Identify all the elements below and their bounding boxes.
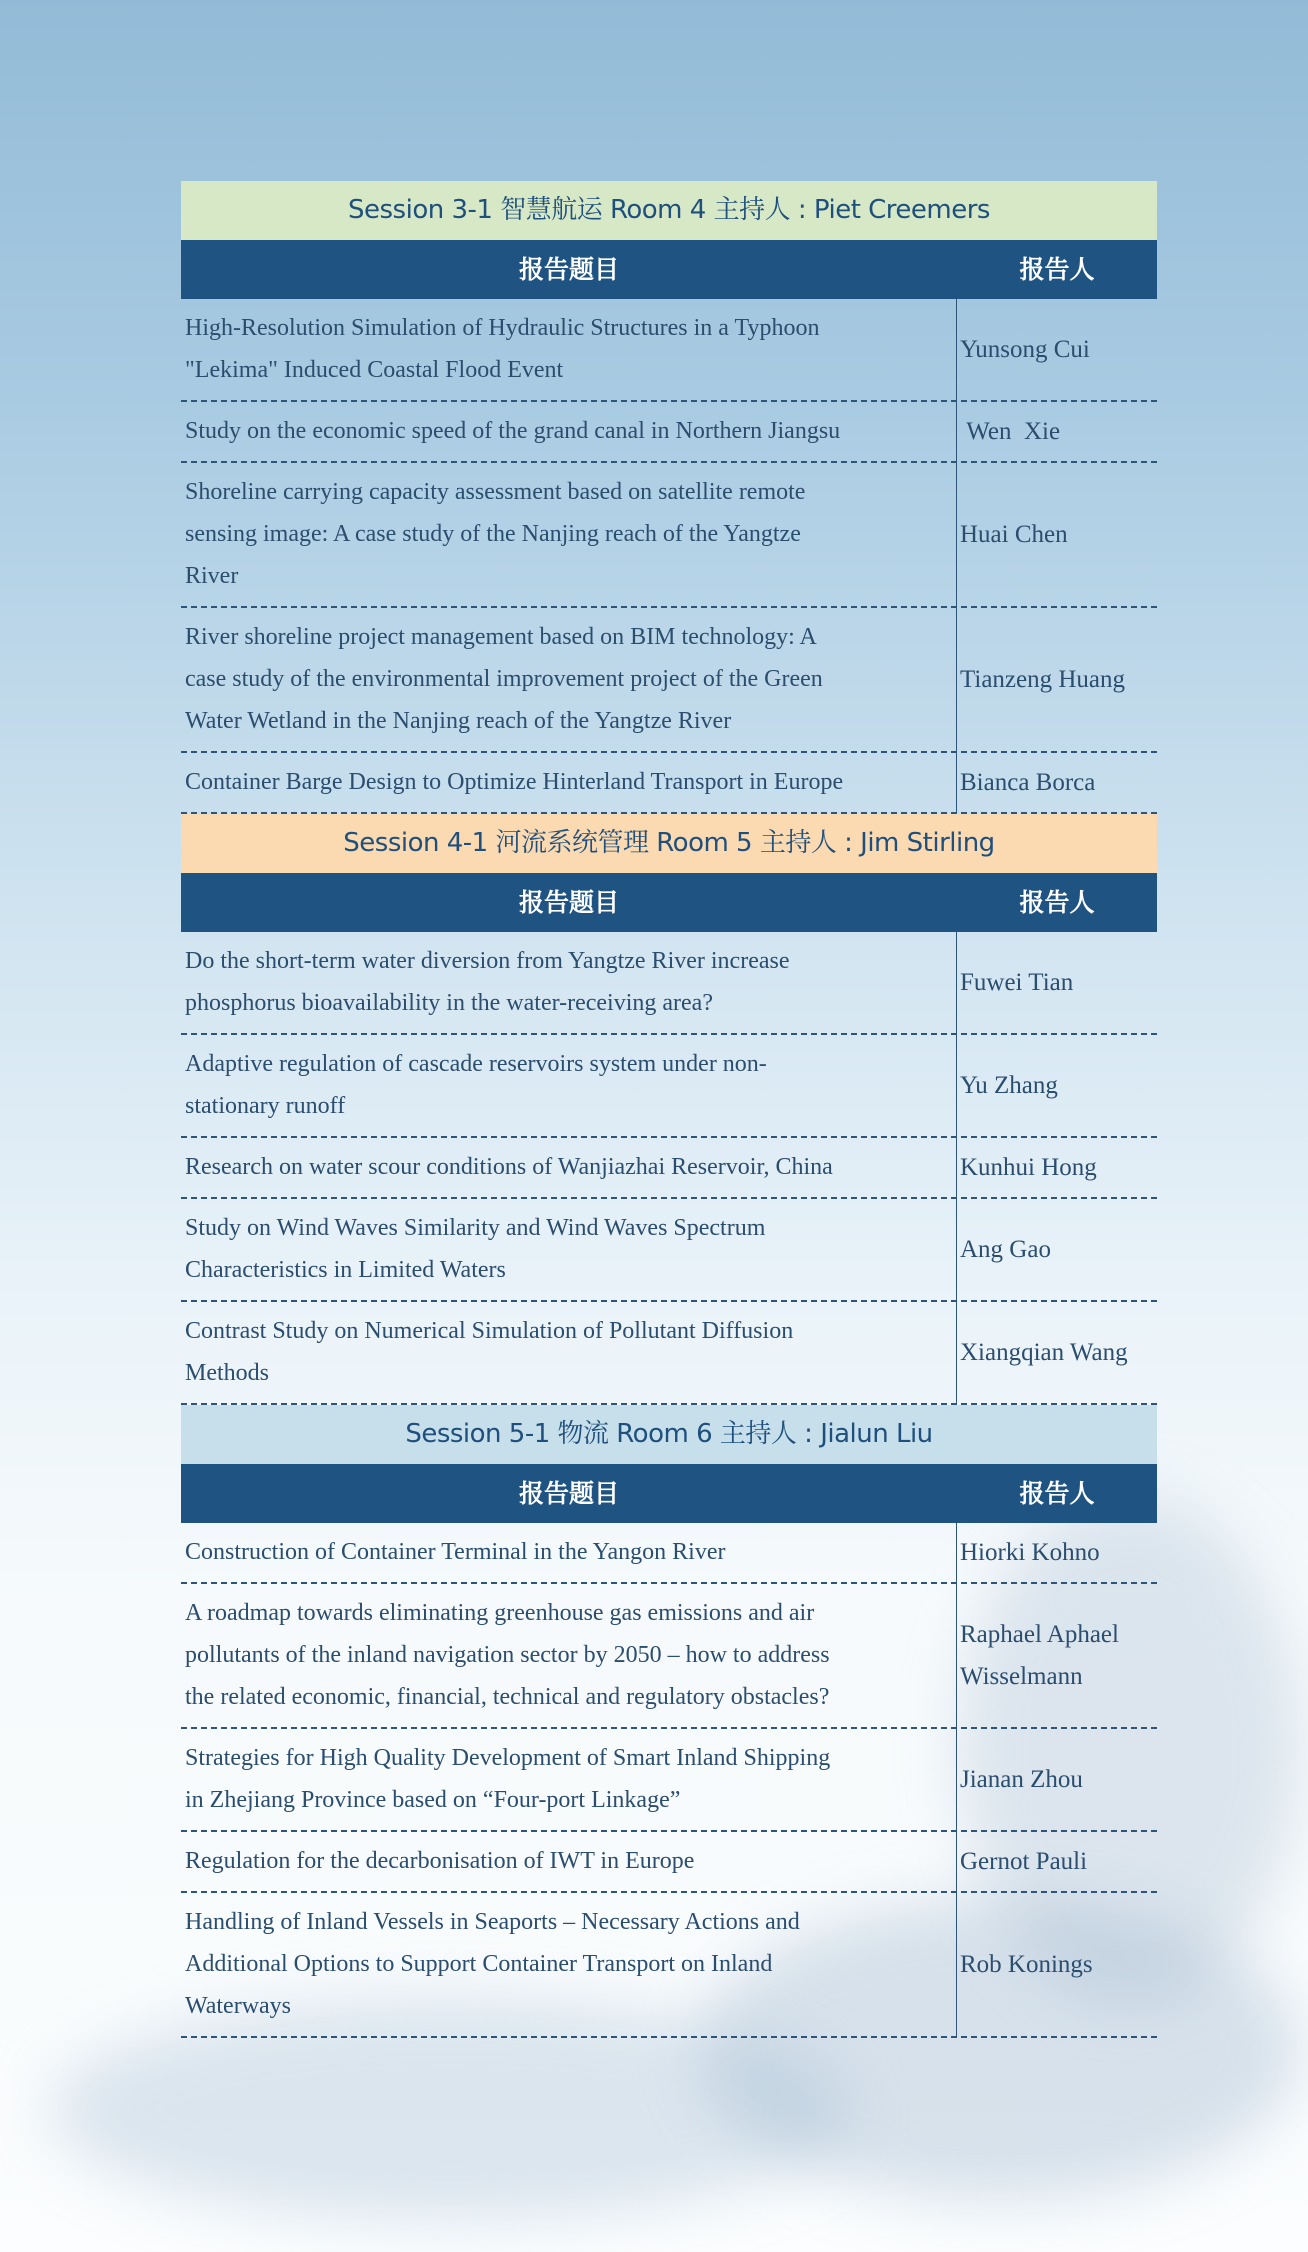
talk-title	[181, 1729, 957, 1830]
talk-title	[181, 1138, 957, 1197]
speaker-name-line: Wen Xie	[960, 417, 1061, 445]
speaker-name-line: Wisselmann	[960, 1662, 1083, 1690]
column-topic: 报告题目	[518, 1479, 619, 1508]
column-header	[181, 240, 1157, 299]
column-header	[181, 1464, 1157, 1523]
talk-title-line: Do the short-term water diversion from Yangtze River increase	[185, 948, 790, 974]
speaker	[957, 1584, 1157, 1727]
speaker-name-line: Rob Konings	[960, 1950, 1093, 1978]
speaker-name-line: Hiorki Kohno	[960, 1538, 1100, 1566]
column-speaker: 报告人	[1019, 888, 1095, 917]
speaker	[957, 299, 1157, 400]
table-row	[181, 1832, 1157, 1893]
speaker-name-line: Xiangqian Wang	[960, 1338, 1128, 1366]
talk-title-line: "Lekima" Induced Coastal Flood Event	[185, 357, 564, 383]
speaker-name-line: Ang Gao	[960, 1235, 1051, 1263]
speaker	[957, 1893, 1157, 2036]
speaker	[957, 753, 1157, 812]
program-tables	[181, 181, 1157, 2038]
talk-title	[181, 1523, 957, 1582]
session-table	[181, 1405, 1157, 2038]
talk-title-line: Strategies for High Quality Development of Smart Inland Shipping	[185, 1745, 831, 1771]
talk-title	[181, 1199, 957, 1300]
column-header	[181, 873, 1157, 932]
table-row	[181, 1035, 1157, 1138]
speaker-name-line: Kunhui Hong	[960, 1153, 1097, 1181]
speaker-name-line: Gernot Pauli	[960, 1847, 1088, 1875]
talk-title-line: in Zhejiang Province based on “Four-port Linkage”	[185, 1787, 681, 1813]
talk-title-line: Shoreline carrying capacity assessment based on satellite remote	[185, 479, 806, 505]
column-speaker: 报告人	[1019, 255, 1095, 284]
talk-title-line: A roadmap towards eliminating greenhouse gas emissions and air	[185, 1600, 815, 1626]
table-row	[181, 463, 1157, 608]
talk-title	[181, 402, 957, 461]
speaker-name-line: Bianca Borca	[960, 768, 1096, 796]
talk-title	[181, 1832, 957, 1891]
table-row	[181, 1302, 1157, 1405]
session-title: Session 3-1 智慧航运 Room 4 主持人 : Piet Creemers	[181, 181, 1157, 240]
talk-title-line: phosphorus bioavailability in the water-receiving area?	[185, 990, 713, 1016]
talk-title-line: the related economic, financial, technical and regulatory obstacles?	[185, 1684, 830, 1710]
speaker-name-line: Tianzeng Huang	[960, 665, 1126, 693]
talk-title-line: Contrast Study on Numerical Simulation of Pollutant Diffusion	[185, 1318, 794, 1344]
talk-title-line: Characteristics in Limited Waters	[185, 1257, 506, 1283]
table-row	[181, 1199, 1157, 1302]
talk-title-line: stationary runoff	[185, 1093, 346, 1119]
speaker	[957, 1523, 1157, 1582]
table-row	[181, 299, 1157, 402]
speaker-name-line: Jianan Zhou	[960, 1765, 1083, 1793]
talk-title-line: Construction of Container Terminal in the Yangon River	[185, 1539, 726, 1565]
table-row	[181, 608, 1157, 753]
table-row	[181, 1729, 1157, 1832]
speaker	[957, 932, 1157, 1033]
speaker	[957, 1138, 1157, 1197]
talk-title-line: Adaptive regulation of cascade reservoirs system under non-	[185, 1051, 767, 1077]
speaker	[957, 402, 1157, 461]
speaker	[957, 1832, 1157, 1891]
talk-title-line: Handling of Inland Vessels in Seaports – Necessary Actions and	[185, 1909, 800, 1935]
talk-title	[181, 1302, 957, 1403]
session-table	[181, 181, 1157, 814]
talk-title-line: Waterways	[185, 1993, 292, 2019]
talk-title	[181, 1584, 957, 1727]
session-table	[181, 814, 1157, 1405]
column-topic: 报告题目	[518, 255, 619, 284]
talk-title-line: Study on Wind Waves Similarity and Wind Waves Spectrum	[185, 1215, 766, 1241]
talk-title-line: Research on water scour conditions of Wanjiazhai Reservoir, China	[185, 1154, 833, 1180]
speaker-name-line: Fuwei Tian	[960, 968, 1074, 996]
talk-title	[181, 463, 957, 606]
session-title: Session 5-1 物流 Room 6 主持人 : Jialun Liu	[181, 1405, 1157, 1464]
speaker	[957, 1035, 1157, 1136]
talk-title-line: case study of the environmental improvement project of the Green	[185, 666, 823, 692]
column-topic: 报告题目	[518, 888, 619, 917]
talk-title-line: Container Barge Design to Optimize Hinterland Transport in Europe	[185, 769, 844, 795]
talk-title-line: pollutants of the inland navigation sector by 2050 – how to address	[185, 1642, 830, 1668]
talk-title-line: High-Resolution Simulation of Hydraulic Structures in a Typhoon	[185, 315, 820, 341]
session-title: Session 4-1 河流系统管理 Room 5 主持人 : Jim Stirling	[181, 814, 1157, 873]
talk-title-line: Methods	[185, 1360, 269, 1386]
table-row	[181, 402, 1157, 463]
table-row	[181, 753, 1157, 814]
speaker-name-line: Yunsong Cui	[960, 335, 1090, 363]
table-row	[181, 932, 1157, 1035]
table-row	[181, 1523, 1157, 1584]
talk-title-line: Additional Options to Support Container Transport on Inland	[185, 1951, 773, 1977]
talk-title	[181, 753, 957, 812]
speaker-name-line: Raphael Aphael	[960, 1620, 1119, 1648]
speaker	[957, 1199, 1157, 1300]
talk-title-line: River shoreline project management based on BIM technology: A	[185, 624, 817, 650]
talk-title	[181, 932, 957, 1033]
talk-title-line: Regulation for the decarbonisation of IWT in Europe	[185, 1848, 695, 1874]
talk-title	[181, 608, 957, 751]
talk-title-line: Study on the economic speed of the grand canal in Northern Jiangsu	[185, 418, 841, 444]
column-speaker: 报告人	[1019, 1479, 1095, 1508]
table-row	[181, 1893, 1157, 2038]
talk-title-line: Water Wetland in the Nanjing reach of the Yangtze River	[185, 708, 732, 734]
table-row	[181, 1584, 1157, 1729]
talk-title	[181, 1035, 957, 1136]
speaker-name-line: Yu Zhang	[960, 1071, 1058, 1099]
speaker	[957, 1729, 1157, 1830]
speaker-name-line: Huai Chen	[960, 520, 1068, 548]
table-row	[181, 1138, 1157, 1199]
talk-title-line: River	[185, 563, 239, 589]
speaker	[957, 608, 1157, 751]
talk-title-line: sensing image: A case study of the Nanjing reach of the Yangtze	[185, 521, 801, 547]
talk-title	[181, 299, 957, 400]
talk-title	[181, 1893, 957, 2036]
speaker	[957, 1302, 1157, 1403]
speaker	[957, 463, 1157, 606]
